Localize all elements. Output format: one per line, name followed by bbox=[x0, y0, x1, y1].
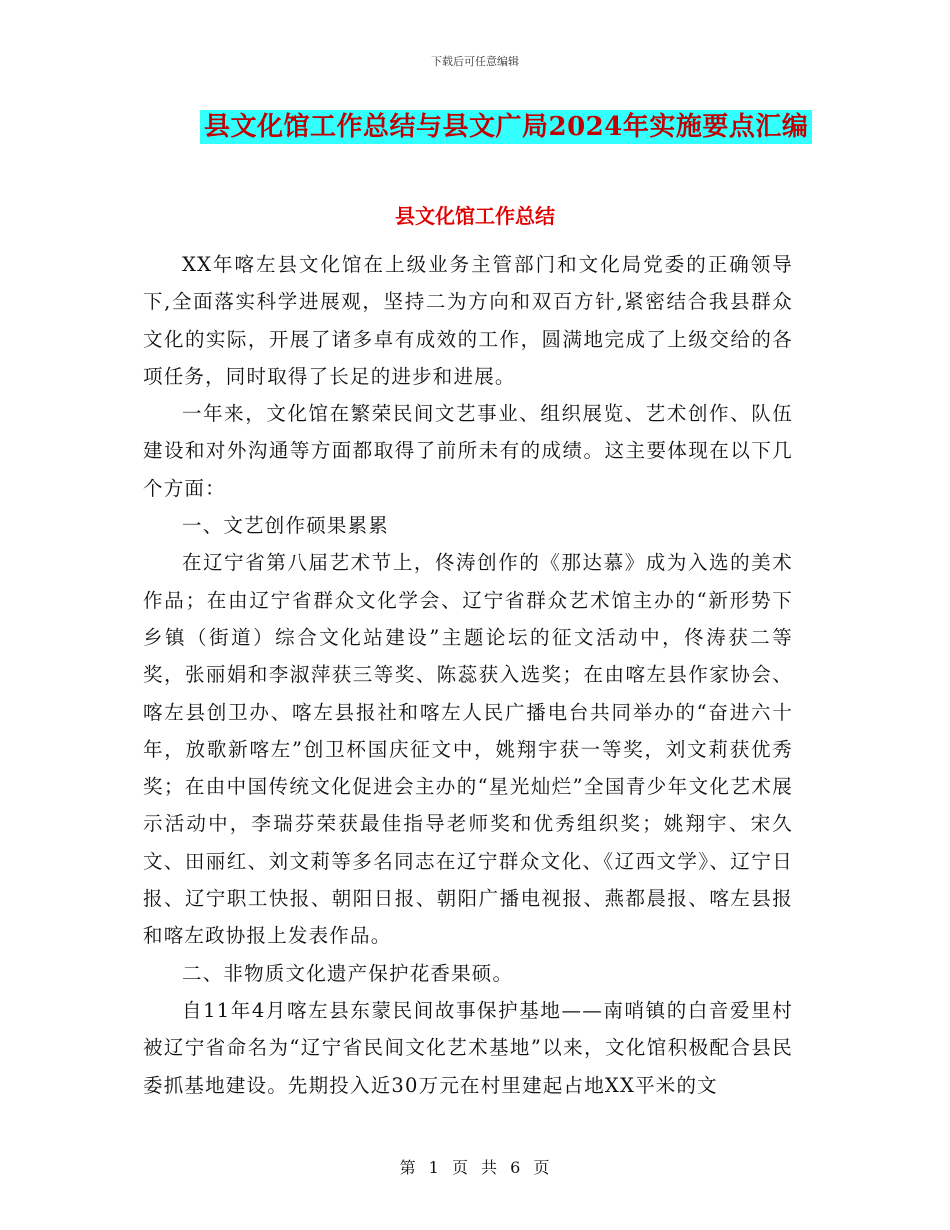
section-title: 县文化馆工作总结 bbox=[395, 204, 555, 228]
document-title: 县文化馆工作总结与县文广局2024年实施要点汇编 bbox=[200, 110, 812, 144]
paragraph-creation-awards: 在辽宁省第八届艺术节上，佟涛创作的《那达慕》成为入选的美术作品；在由辽宁省群众文化学会、辽宁省群众艺术馆主办的“新形势下乡镇（街道）综合文化站建设”主题论坛的征文活动中，佟涛获二等奖，张丽娟和李淑萍获三等奖、陈蕊获入选奖；在由喀左县作家协会、喀左县创卫办、喀左县报社和喀左人民广播电台共同举办的“奋进六十年，放歌新喀左”创卫杯国庆征文中，姚翔宇获一等奖，刘文莉获优秀奖；在由中国传统文化促进会主办的“星光灿烂”全国青少年文化艺术展示活动中，李瑞芬荣获最佳指导老师奖和优秀组织奖；姚翔宇、宋久文、田丽红、刘文莉等多名同志在辽宁群众文化、《辽西文学》、辽宁日报、辽宁职工快报、朝阳日报、朝阳广播电视报、燕都晨报、喀左县报和喀左政协报上发表作品。 bbox=[143, 551, 793, 948]
paragraph-heading-1: 一、文艺创作硕果累累 bbox=[182, 514, 390, 538]
header-note: 下载后可任意编辑 bbox=[431, 55, 519, 68]
document-body bbox=[143, 246, 793, 1104]
paragraph-heritage-base: 自11年4月喀左县东蒙民间故事保护基地——南哨镇的白音爱里村被辽宁省命名为“辽宁省民间文化艺术基地”以来，文化馆积极配合县民委抓基地建设。先期投入近30万元在村里建起占地XX平米的文 bbox=[143, 998, 793, 1097]
paragraph-intro: XX年喀左县文化馆在上级业务主管部门和文化局党委的正确领导下,全面落实科学进展观，坚持二为方向和双百方针,紧密结合我县群众文化的实际，开展了诸多卓有成效的工作，圆满地完成了上级交给的各项任务，同时取得了长足的进步和进展。 bbox=[143, 253, 793, 388]
page-number: 第 1 页 共 6 页 bbox=[399, 1158, 551, 1177]
paragraph-heading-2: 二、非物质文化遗产保护花香果硕。 bbox=[182, 961, 514, 985]
paragraph-overview: 一年来，文化馆在繁荣民间文艺事业、组织展览、艺术创作、队伍建设和对外沟通等方面都取得了前所未有的成绩。这主要体现在以下几个方面： bbox=[143, 402, 793, 500]
